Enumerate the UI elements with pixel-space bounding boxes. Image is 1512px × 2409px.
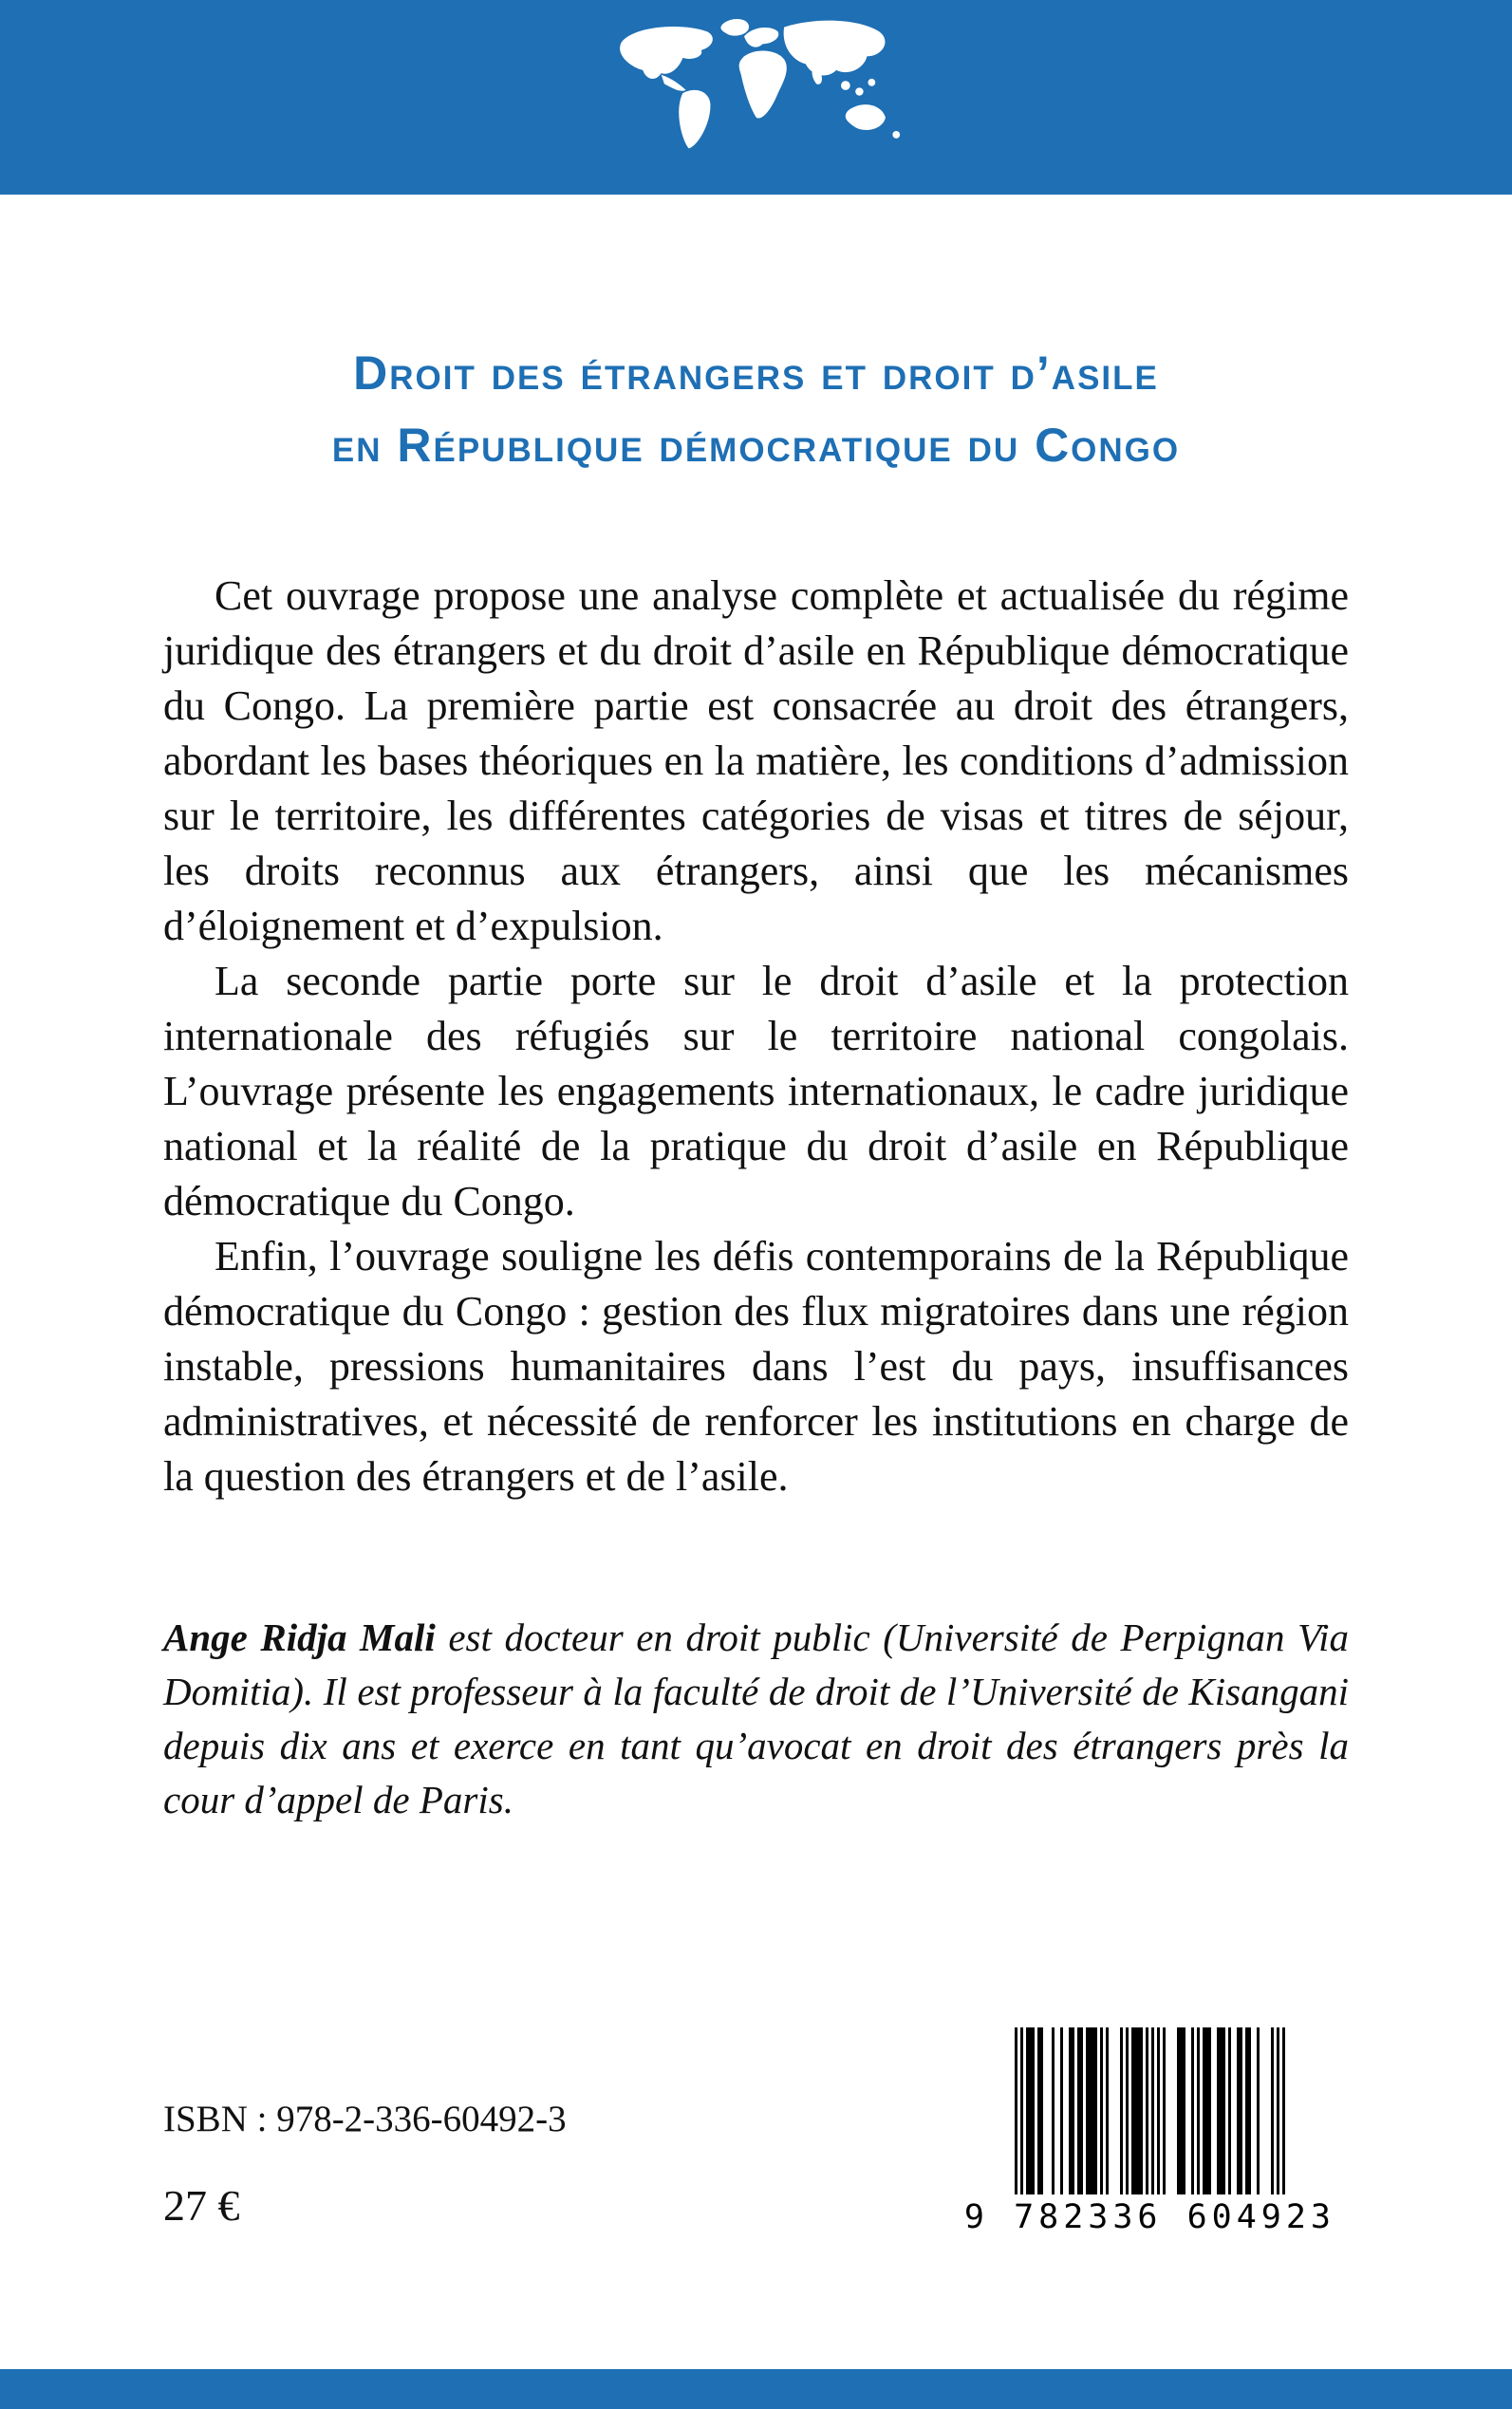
world-map-icon <box>590 13 923 182</box>
book-title-line-2: en République démocratique du Congo <box>331 419 1181 472</box>
synopsis <box>163 569 1349 1504</box>
book-title <box>114 337 1398 481</box>
footer <box>163 2020 1349 2240</box>
author-bio-paragraph <box>163 1611 1349 1827</box>
top-banner <box>0 0 1512 195</box>
synopsis-paragraph-3: Enfin, l’ouvrage souligne les défis contemporains de la République démocratique du Congo : gestion des flux migratoires dans une région instable, pressions humanitaires dans l’est du pays, insuffisances administratives, et nécessité de renforcer les institutions en charge de la question des étrangers et de l’asile. <box>163 1233 1349 1500</box>
author-bio <box>163 1611 1349 1827</box>
bottom-banner <box>0 2369 1512 2409</box>
book-title-line-1: Droit des étrangers et droit d’asile <box>353 346 1159 400</box>
synopsis-paragraph-1: Cet ouvrage propose une analyse complète et actualisée du régime juridique des étrangers et du droit d’asile en République démocratique du Congo. La première partie est consacrée au droit des étrangers, abordant les bases théoriques en la matière, les conditions d’admission sur le territoire, les différentes catégories de visas et titres de séjour, les droits reconnus aux étrangers, ainsi que les mécanismes d’éloignement et d’expulsion. <box>163 572 1349 949</box>
author-name: Ange Ridja Mali <box>163 1615 436 1659</box>
price: 27 € <box>163 2181 240 2230</box>
barcode <box>951 2020 1349 2240</box>
barcode-bars <box>1015 2027 1285 2194</box>
isbn-price-block <box>163 2098 567 2240</box>
synopsis-paragraph-2: La seconde partie porte sur le droit d’asile et la protection internationale des réfugiés sur le territoire national congolais. L’ouvrage présente les engagements internationaux, le cadre juridique national et la réalité de la pratique du droit d’asile en République démocratique du Congo. <box>163 958 1349 1224</box>
author-bio-text: est docteur en droit public (Université de Perpignan Via Domitia). Il est professeur à la faculté de droit de l’Université de Kisangani depuis dix ans et exerce en tant qu’avocat en droit des étrangers près la cour d’appel de Paris. <box>163 1615 1349 1821</box>
isbn: ISBN : 978-2-336-60492-3 <box>163 2099 567 2139</box>
barcode-digits: 9 782336 604923 <box>963 2198 1335 2236</box>
